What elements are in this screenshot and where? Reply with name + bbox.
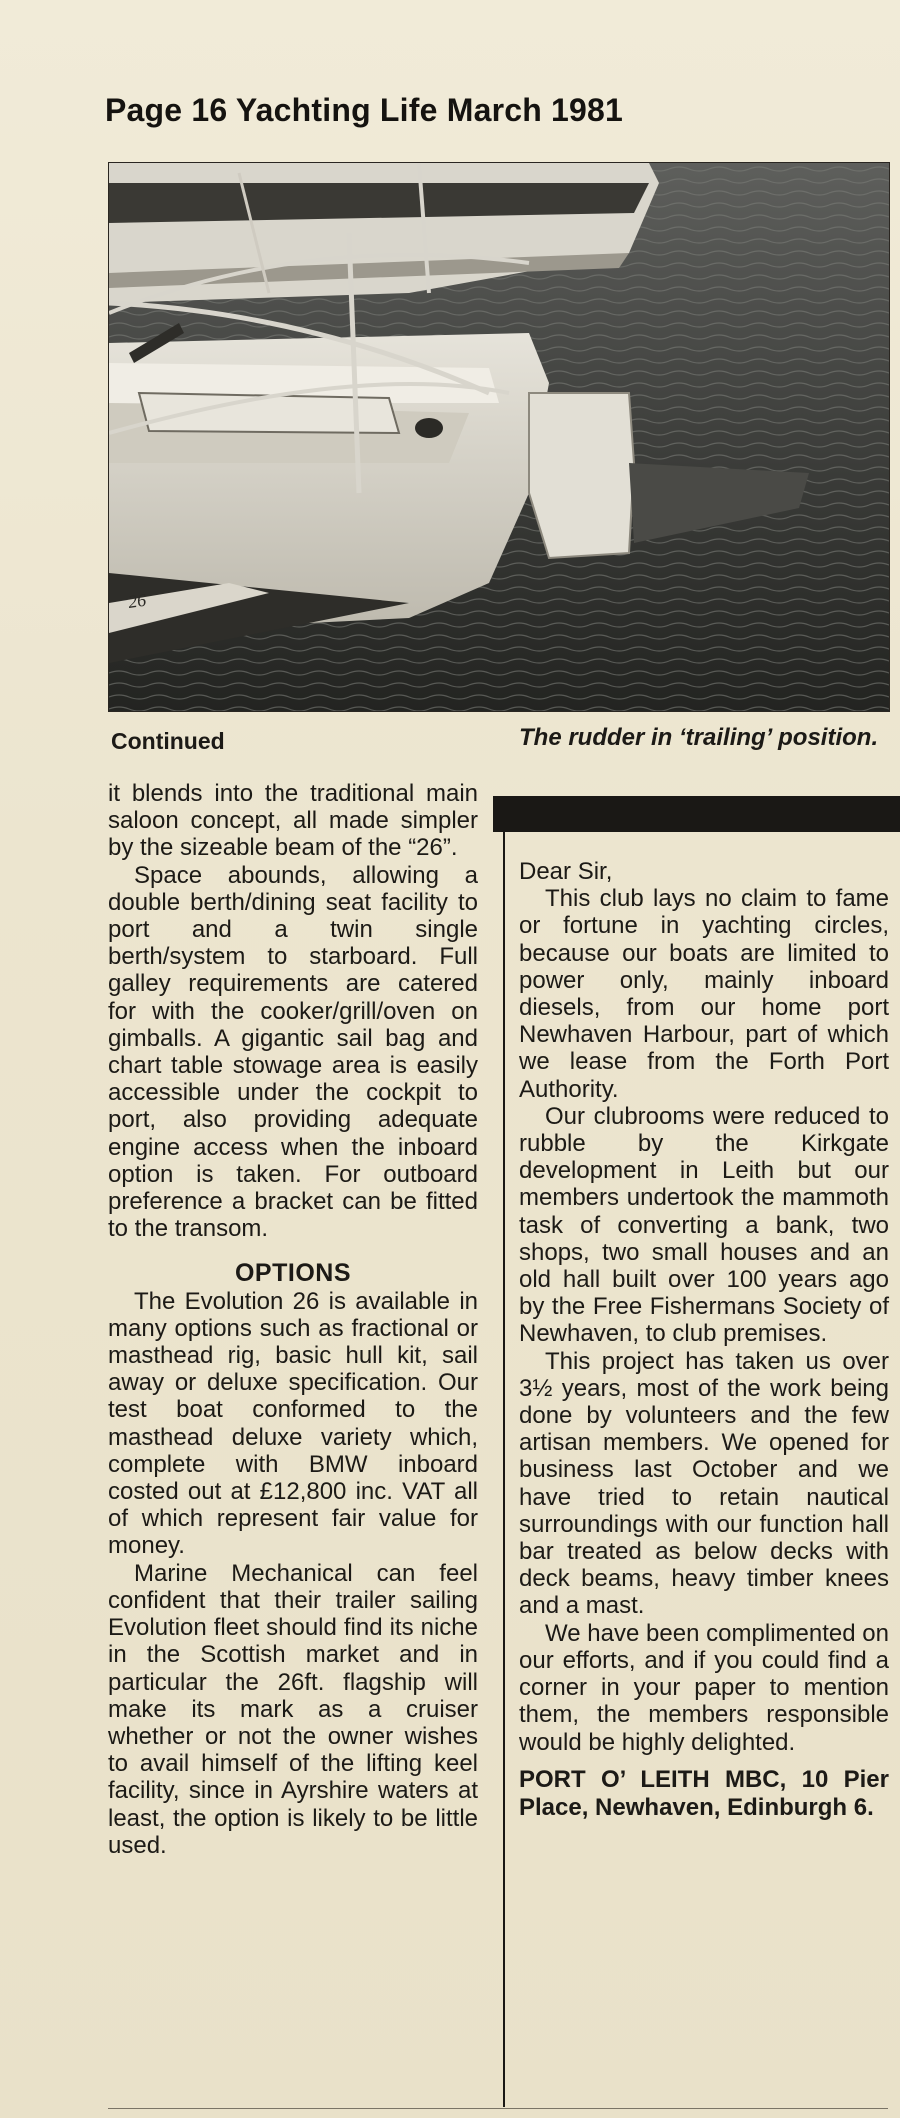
boat-photo: [108, 162, 890, 712]
column-divider: [503, 832, 505, 2107]
letter-signoff: PORT O’ LEITH MBC, 10 Pier Place, Newhaven, Edinburgh 6.: [519, 1765, 889, 1821]
page-bottom-rule: [108, 2108, 888, 2109]
letter-paragraph: Our clubrooms were reduced to rubble by the Kirkgate development in Leith but our members undertook the mammoth task of converting a bank, two shops, two small houses and an old hall built over 100 years ago by the Free Fishermans Society of Newhaven, to club premises.: [519, 1102, 889, 1348]
continued-label: Continued: [111, 728, 225, 754]
stern-marking: 26: [126, 589, 148, 612]
letter-paragraph: This club lays no claim to fame or fortune in yachting circles, because our boats are limited to power only, mainly inboard diesels, from our home port Newhaven Harbour, part of which we lease from the Forth Port Authority.: [519, 885, 889, 1103]
photo-caption: The rudder in ‘trailing’ position.: [519, 724, 879, 751]
letter-column: [519, 858, 889, 1822]
letter-paragraph: We have been complimented on our efforts, and if you could find a corner in your paper to mention them, the members responsible would be highly delighted.: [519, 1619, 889, 1756]
letter-salutation: Dear Sir,: [519, 858, 613, 885]
article-paragraph: Space abounds, allowing a double berth/dining seat facility to port and a twin single berth/system to starboard. Full galley requirements are catered for with the cooker/grill/oven on gimballs. A gigantic sail bag and chart table stowage area is easily accessible under the cockpit to port, also providing adequate engine access when the inboard option is taken. For outboard preference a bracket can be fitted to the transom.: [108, 861, 478, 1243]
page-masthead: Page 16 Yachting Life March 1981: [105, 92, 624, 128]
letter-paragraph: This project has taken us over 3½ years, most of the work being done by volunteers and the few artisan members. We opened for business last October and we have tried to retain nautical surroundings with our function hall bar treated as below decks with deck beams, heavy timber knees and a mast.: [519, 1347, 889, 1620]
letter-header-bar: [493, 796, 900, 832]
article-paragraph: Marine Mechanical can feel confident that their trailer sailing Evolution fleet should find its niche in the Scottish market and in particular the 26ft. flagship will make its mark as a cruiser whether or not the owner wishes to avail himself of the lifting keel facility, since in Ayrshire waters at least, the option is likely to be little used.: [108, 1559, 478, 1859]
photo-boat-rudder-icon: [109, 163, 889, 711]
article-paragraph: The Evolution 26 is available in many options such as fractional or masthead rig, basic hull kit, sail away or deluxe specification. Our test boat conformed to the masthead deluxe variety which, complete with BMW inboard costed out at £12,800 inc. VAT all of which represent fair value for money.: [108, 1287, 478, 1560]
section-heading-options: OPTIONS: [234, 1259, 351, 1288]
article-paragraph: it blends into the traditional main saloon concept, all made simpler by the sizeable beam of the “26”.: [108, 780, 478, 862]
article-column: [108, 780, 478, 1859]
